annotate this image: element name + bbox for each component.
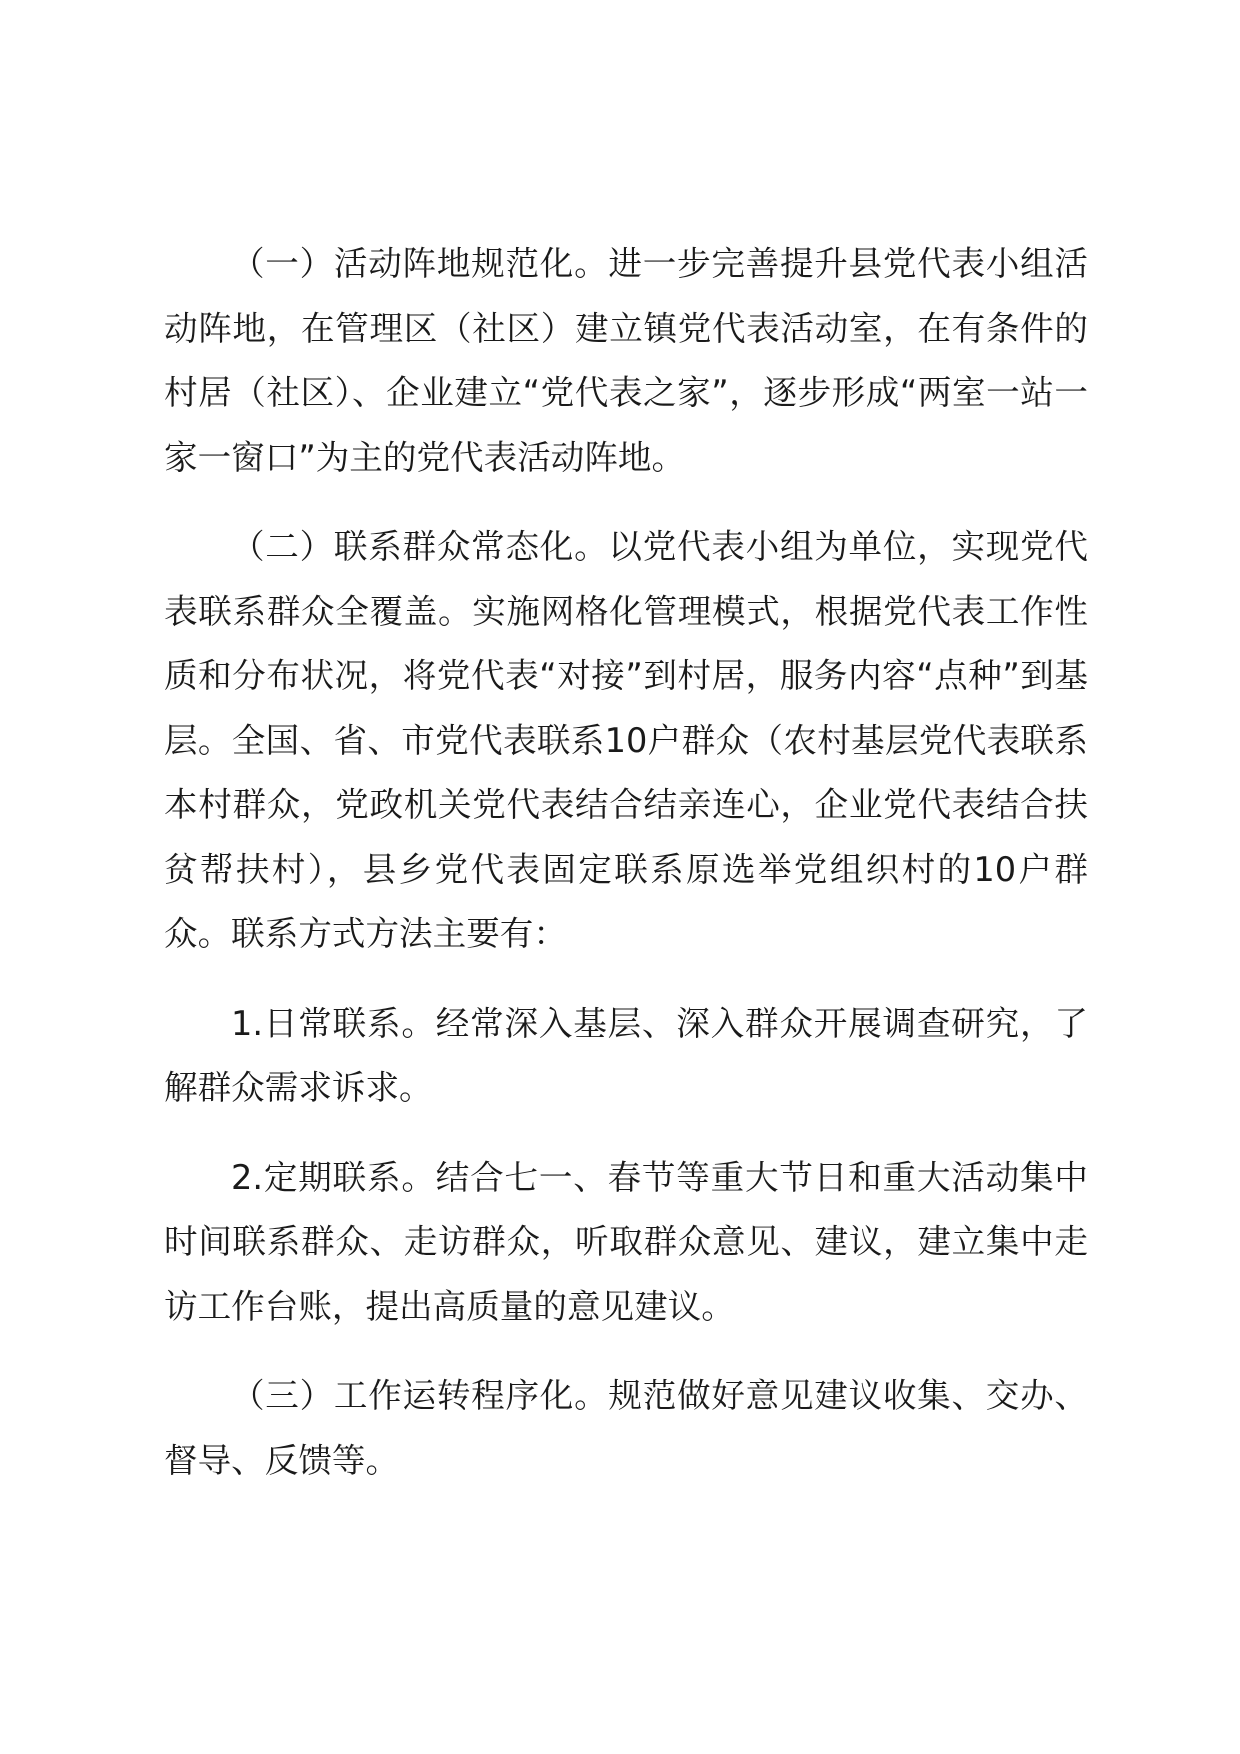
- paragraph-daily-contact: 1.日常联系。经常深入基层、深入群众开展调查研究，了解群众需求诉求。: [164, 1003, 1088, 1107]
- paragraph-regular-contact: 2.定期联系。结合七一、春节等重大节日和重大活动集中时间联系群众、走访群众，听取群众意见、建议，建立集中走访工作台账，提出高质量的意见建议。: [164, 1157, 1088, 1326]
- paragraph-contact-masses: （二）联系群众常态化。以党代表小组为单位，实现党代表联系群众全覆盖。实施网格化管理模式，根据党代表工作性质和分布状况，将党代表“对接”到村居，服务内容“点种”到基层。全国、省、市党代表联系10户群众（农村基层党代表联系本村群众，党政机关党代表结合结亲连心，企业党代表结合扶贫帮扶村），县乡党代表固定联系原选举党组织村的10户群众。联系方式方法主要有：: [164, 527, 1088, 953]
- document-body: [164, 232, 1088, 1493]
- paragraph-activity-venue: （一）活动阵地规范化。进一步完善提升县党代表小组活动阵地，在管理区（社区）建立镇党代表活动室，在有条件的村居（社区）、企业建立“党代表之家”，逐步形成“两室一站一家一窗口”为主的党代表活动阵地。: [164, 244, 1088, 477]
- paragraph-work-procedure: （三）工作运转程序化。规范做好意见建议收集、交办、督导、反馈等。: [164, 1376, 1088, 1480]
